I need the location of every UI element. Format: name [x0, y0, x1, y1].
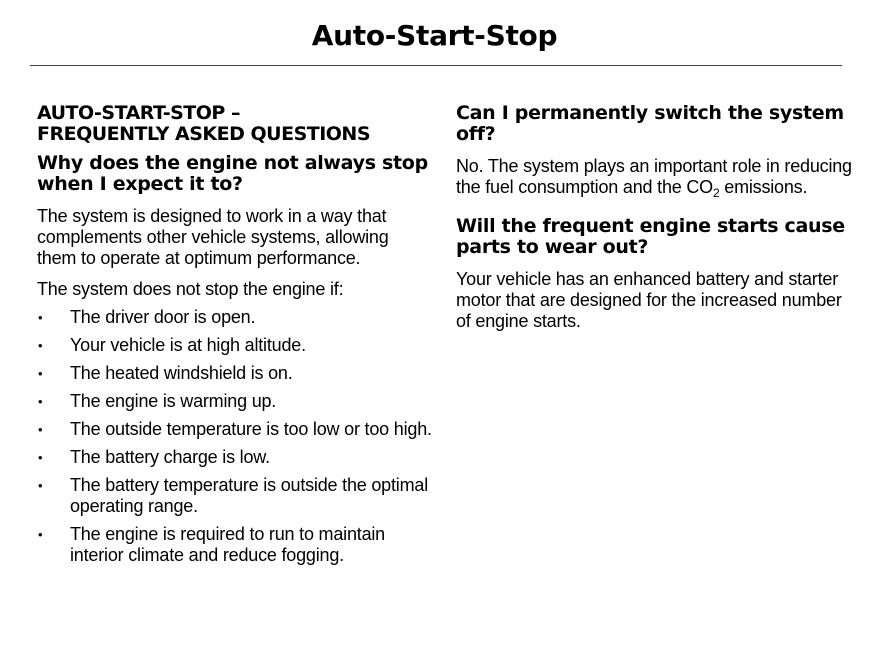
bullet-icon: • — [38, 310, 43, 325]
question-heading-engine-stop: Why does the engine not always stop when I expect it to? — [37, 152, 428, 195]
page-title: Auto-Start-Stop — [311, 19, 558, 52]
answer-text: No. The system plays an important role in reducing the fuel consumption and the CO — [456, 156, 852, 197]
conditions-list — [37, 307, 432, 566]
list-item — [37, 447, 432, 468]
answer-tail: emissions. — [719, 177, 808, 197]
bullet-icon: • — [38, 527, 43, 542]
question-heading-wear: Will the frequent engine starts cause parts to wear out? — [456, 215, 845, 258]
bullet-icon: • — [38, 422, 43, 437]
section-heading-line-1: AUTO-START-STOP – — [37, 102, 240, 124]
answer-paragraph-system-design: The system is designed to work in a way that complements other vehicle systems, allowing them to operate at optimum performance. — [37, 206, 389, 268]
list-item-text: The engine is required to run to maintain interior climate and reduce fogging. — [70, 524, 385, 565]
bullet-icon: • — [38, 478, 43, 493]
list-item-text: The heated windshield is on. — [70, 363, 293, 383]
list-item-text: The outside temperature is too low or too high. — [70, 419, 432, 439]
answer-paragraph-conditions-intro: The system does not stop the engine if: — [37, 279, 344, 299]
list-item-text: The driver door is open. — [70, 307, 256, 327]
bullet-icon: • — [38, 366, 43, 381]
answer-paragraph-switch-off — [456, 156, 856, 198]
list-item-text: The battery charge is low. — [70, 447, 270, 467]
section-heading-line-2: FREQUENTLY ASKED QUESTIONS — [37, 123, 371, 145]
list-item-text: Your vehicle is at high altitude. — [70, 335, 306, 355]
bullet-icon: • — [38, 338, 43, 353]
list-item — [37, 475, 432, 517]
list-item — [37, 363, 432, 384]
bullet-icon: • — [38, 394, 43, 409]
list-item-text: The battery temperature is outside the optimal operating range. — [70, 475, 428, 516]
bullet-icon: • — [38, 450, 43, 465]
list-item — [37, 391, 432, 412]
answer-paragraph-wear: Your vehicle has an enhanced battery and starter motor that are designed for the increased number of engine starts. — [456, 269, 842, 331]
list-item — [37, 307, 432, 328]
left-column — [37, 103, 432, 573]
question-heading-switch-off: Can I permanently switch the system off? — [456, 102, 844, 145]
list-item — [37, 335, 432, 356]
list-item — [37, 419, 432, 440]
list-item-text: The engine is warming up. — [70, 391, 277, 411]
right-column — [456, 103, 856, 342]
co2-subscript: 2 — [712, 186, 720, 200]
list-item — [37, 524, 432, 566]
title-divider — [30, 65, 842, 66]
section-heading — [37, 103, 432, 145]
